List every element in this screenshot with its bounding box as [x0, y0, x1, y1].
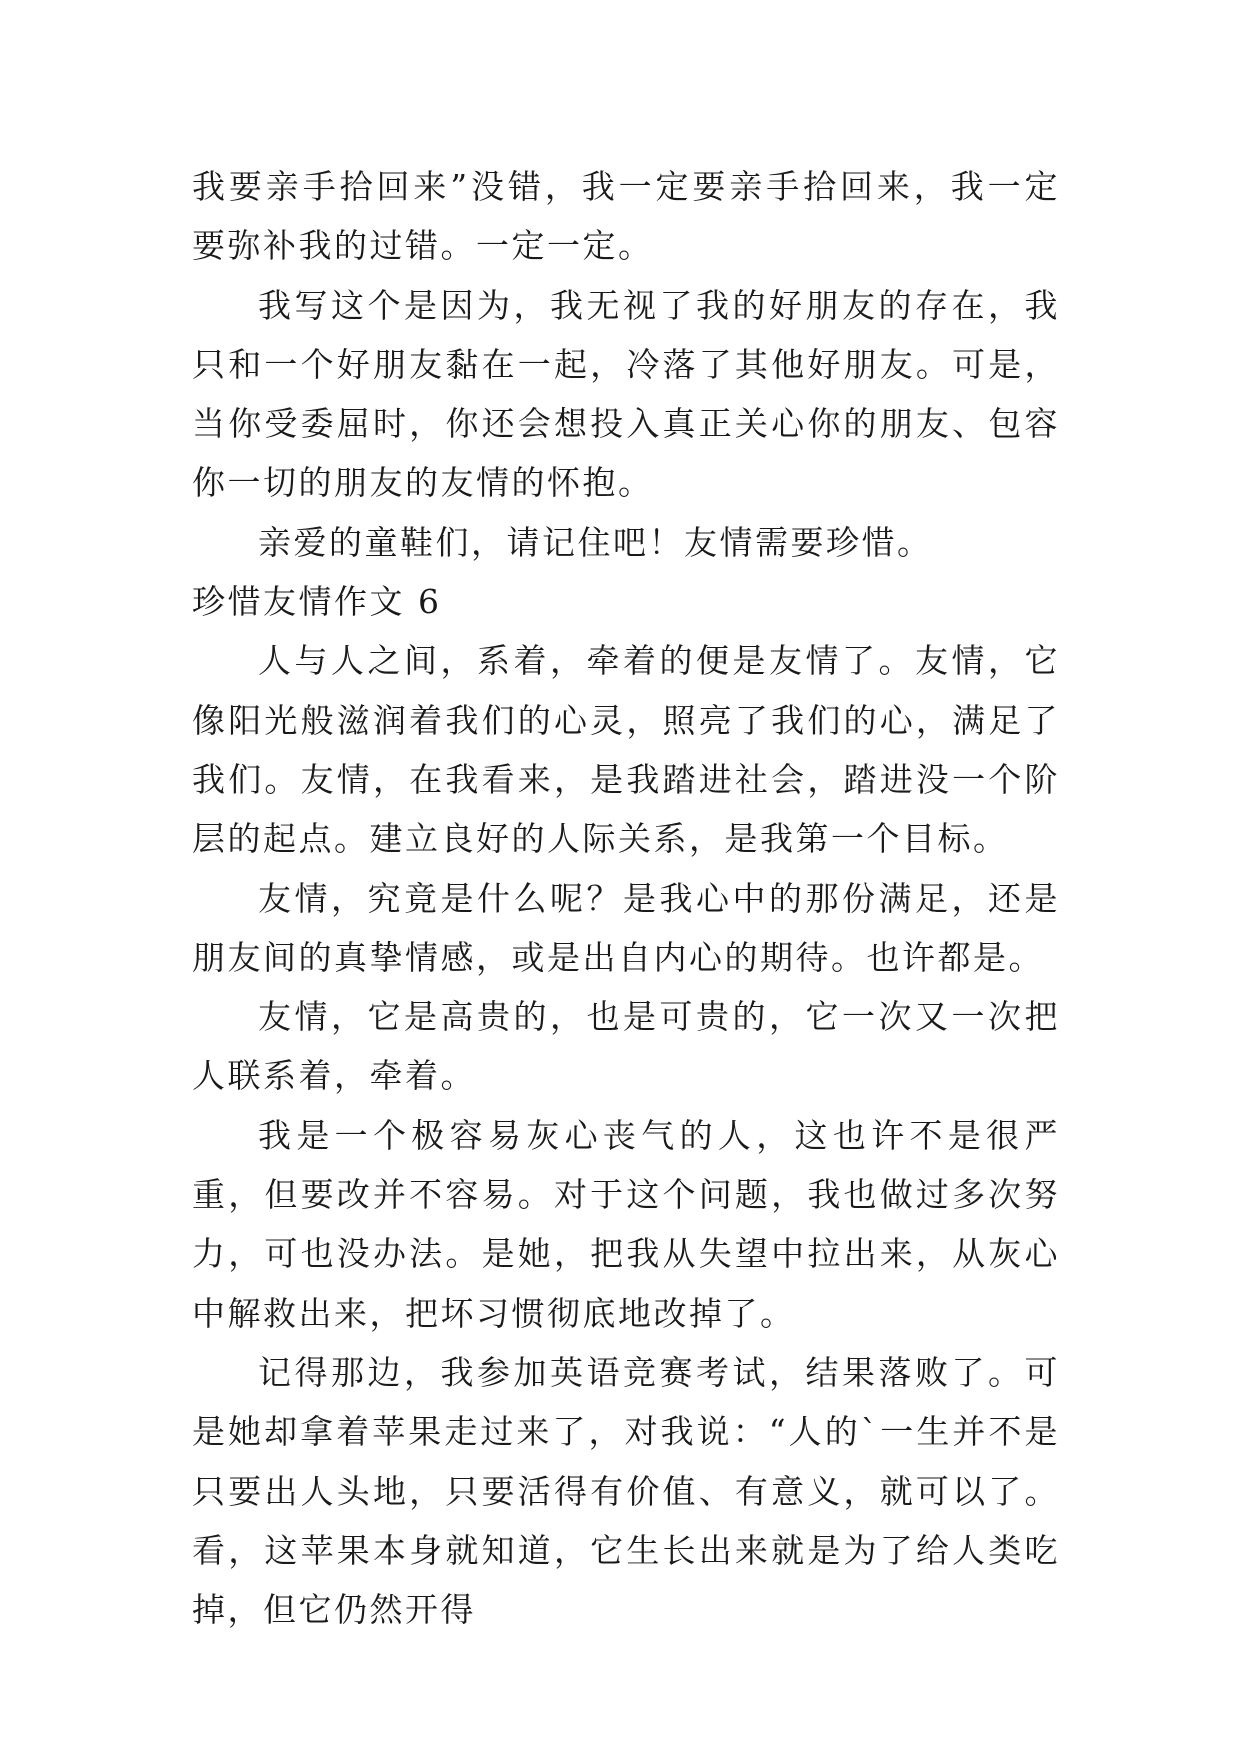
- paragraph: 友情，究竟是什么呢？是我心中的那份满足，还是朋友间的真挚情感，或是出自内心的期待。也许都是。: [192, 878, 1060, 977]
- paragraph: 亲爱的童鞋们，请记住吧！友情需要珍惜。: [258, 522, 933, 562]
- paragraph: 记得那边，我参加英语竞赛考试，结果落败了。可是她却拿着苹果走过来了，对我说：“人的`一生并不是只要出人头地，只要活得有价值、有意义，就可以了。看，这苹果本身就知道，它生长出来就是为了给人类吃掉，但它仍然开得: [192, 1352, 1060, 1630]
- paragraph: 人与人之间，系着，牵着的便是友情了。友情，它像阳光般滋润着我们的心灵，照亮了我们的心，满足了我们。友情，在我看来，是我踏进社会，踏进没一个阶层的起点。建立良好的人际关系，是我第一个目标。: [192, 641, 1060, 859]
- paragraph: 我是一个极容易灰心丧气的人，这也许不是很严重，但要改并不容易。对于这个问题，我也做过多次努力，可也没办法。是她，把我从失望中拉出来，从灰心中解救出来，把坏习惯彻底地改掉了。: [192, 1115, 1060, 1333]
- paragraph: 友情，它是高贵的，也是可贵的，它一次又一次把人联系着，牵着。: [192, 997, 1060, 1096]
- document-body: [192, 157, 1060, 1639]
- paragraph: 我写这个是因为，我无视了我的好朋友的存在，我只和一个好朋友黏在一起，冷落了其他好朋友。可是，当你受委屈时，你还会想投入真正关心你的朋友、包容你一切的朋友的友情的怀抱。: [192, 285, 1060, 503]
- paragraph-continuation: 我要亲手拾回来”没错，我一定要亲手拾回来，我一定要弥补我的过错。一定一定。: [192, 167, 1060, 266]
- section-title: 珍惜友情作文 6: [192, 582, 442, 622]
